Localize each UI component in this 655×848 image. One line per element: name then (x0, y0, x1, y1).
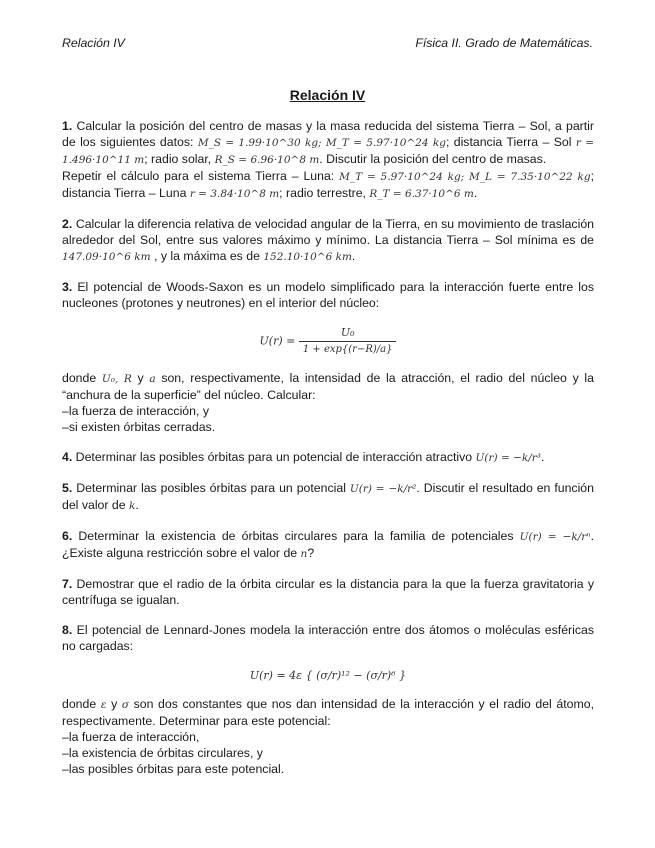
problem-3 (62, 279, 594, 311)
math-expression: ε (100, 699, 107, 711)
list-item: –las posibles órbitas para este potencial. (62, 762, 285, 776)
problem-text: . ¿Existe alguna restricción sobre el valor de (62, 529, 594, 560)
math-expression: U(r) = −k/r³ (475, 452, 542, 464)
math-expression: U₀, R (101, 373, 132, 385)
woods-saxon-equation (62, 325, 594, 358)
problem-number: 8. (62, 623, 73, 637)
fraction-numerator: U₀ (299, 325, 397, 342)
header-left: Relación IV (62, 36, 125, 50)
problem-text: . Discutir el resultado en función del valor de (62, 481, 594, 512)
problem-text: , y la máxima es de (150, 249, 264, 263)
problem-text: El potencial de Lennard-Jones modela la interacción entre dos átomos o moléculas esféricas no cargadas: (62, 623, 594, 653)
math-expression: R_S = 6.96·10^8 m (214, 154, 320, 166)
problem-8-continued (62, 696, 594, 729)
math-expression: r = 3.84·10^8 m (189, 188, 280, 200)
problem-3-continued (62, 370, 594, 403)
list-item: –la fuerza de interacción, (62, 730, 200, 744)
problem-text: Determinar las posibles órbitas para un potencial de interacción atractivo (72, 450, 476, 464)
math-expression: R_T = 6.37·10^6 m (369, 188, 474, 200)
problem-8 (62, 622, 594, 654)
lennard-jones-equation: U(r) = 4ε { (σ/r)¹² − (σ/r)⁶ } (249, 669, 407, 682)
problem-text: son, respectivamente, la intensidad de la atracción, el radio del núcleo y la “anchura de la superficie” del núcleo. Calcular: (62, 371, 594, 402)
math-expression: M_S = 1.99·10^30 kg; M_T = 5.97·10^24 kg (197, 137, 446, 149)
problem-text: . (135, 498, 139, 512)
problem-number: 2. (62, 217, 73, 231)
problem-text: . (541, 450, 545, 464)
problem-number: 3. (62, 280, 73, 294)
problem-text: . Discutir la posición del centro de masas. (319, 152, 547, 166)
math-expression: U(r) = −k/rⁿ (519, 531, 591, 543)
equation-fraction (299, 325, 397, 358)
problem-text: Demostrar que el radio de la órbita circular es la distancia para la que la fuerza gravitatoria y centrífuga se igualan. (62, 577, 594, 607)
problem-text: ; distancia Tierra – Sol (445, 135, 576, 149)
math-expression: σ (121, 699, 129, 711)
problem-7 (62, 576, 594, 608)
problem-1-continued (62, 168, 594, 202)
list-item: –la fuerza de interacción, y (62, 404, 209, 418)
problem-text: y (131, 371, 150, 385)
problem-text: . (473, 186, 478, 200)
math-expression: n (300, 548, 308, 560)
problem-number: 6. (62, 529, 73, 543)
problem-text: . (351, 249, 356, 263)
problem-number: 1. (62, 119, 73, 133)
math-expression: 152.10·10^6 km (263, 251, 352, 263)
problem-text: El potencial de Woods-Saxon es un modelo simplificado para la interacción fuerte entre los nucleones (protones y neutrones) en el interior del núcleo: (62, 280, 594, 310)
problem-text: Calcular la posición del centro de masas y la masa reducida del sistema Tierra – Sol, a partir de los siguientes datos: (62, 119, 594, 149)
problem-text: Determinar las posibles órbitas para un potencial (72, 481, 350, 495)
problem-text: Determinar la existencia de órbitas circulares para la familia de potenciales (72, 529, 520, 543)
problem-text: ; distancia Tierra – Luna (62, 169, 594, 200)
equation-lhs: U(r) = (259, 334, 299, 348)
problem-text: son dos constantes que nos dan intensidad de la interacción y el radio del átomo, respectivamente. Determinar para este potencial: (62, 697, 594, 728)
list-item: –la existencia de órbitas circulares, y (62, 746, 263, 760)
problem-1 (62, 118, 594, 168)
math-expression: a (149, 373, 156, 385)
problem-5 (62, 480, 594, 514)
math-expression: k (129, 500, 136, 512)
problem-2 (62, 216, 594, 265)
problem-number: 7. (62, 577, 73, 591)
math-expression: r = 1.496·10^11 m (62, 137, 594, 166)
math-expression: U(r) = −k/r² (349, 483, 417, 495)
problem-text: ; radio terrestre, (279, 186, 370, 200)
problem-number: 4. (62, 450, 73, 464)
problem-text: ? (307, 546, 315, 560)
problem-text: donde (62, 697, 101, 711)
list-item: –si existen órbitas cerradas. (62, 420, 216, 434)
header-right: Física II. Grado de Matemáticas. (415, 36, 593, 50)
problem-text: ; radio solar, (144, 152, 215, 166)
fraction-denominator: 1 + exp{(r−R)/a} (302, 344, 393, 355)
math-expression: M_T = 5.97·10^24 kg; M_L = 7.35·10^22 kg (339, 171, 591, 183)
problem-text: y (106, 697, 122, 711)
problem-4 (62, 449, 594, 466)
problem-text: Repetir el cálculo para el sistema Tierra – Luna: (62, 169, 340, 183)
math-expression: 147.09·10^6 km (62, 251, 151, 263)
problem-text: donde (62, 371, 102, 385)
document-body (62, 118, 594, 777)
problem-text: Calcular la diferencia relativa de velocidad angular de la Tierra, en su movimiento de traslación alrededor del Sol, entre sus valores máximo y mínimo. La distancia Tierra – Sol mínima es de (62, 217, 594, 247)
problem-6 (62, 528, 594, 562)
problem-number: 5. (62, 481, 73, 495)
page-title: Relación IV (289, 87, 366, 103)
